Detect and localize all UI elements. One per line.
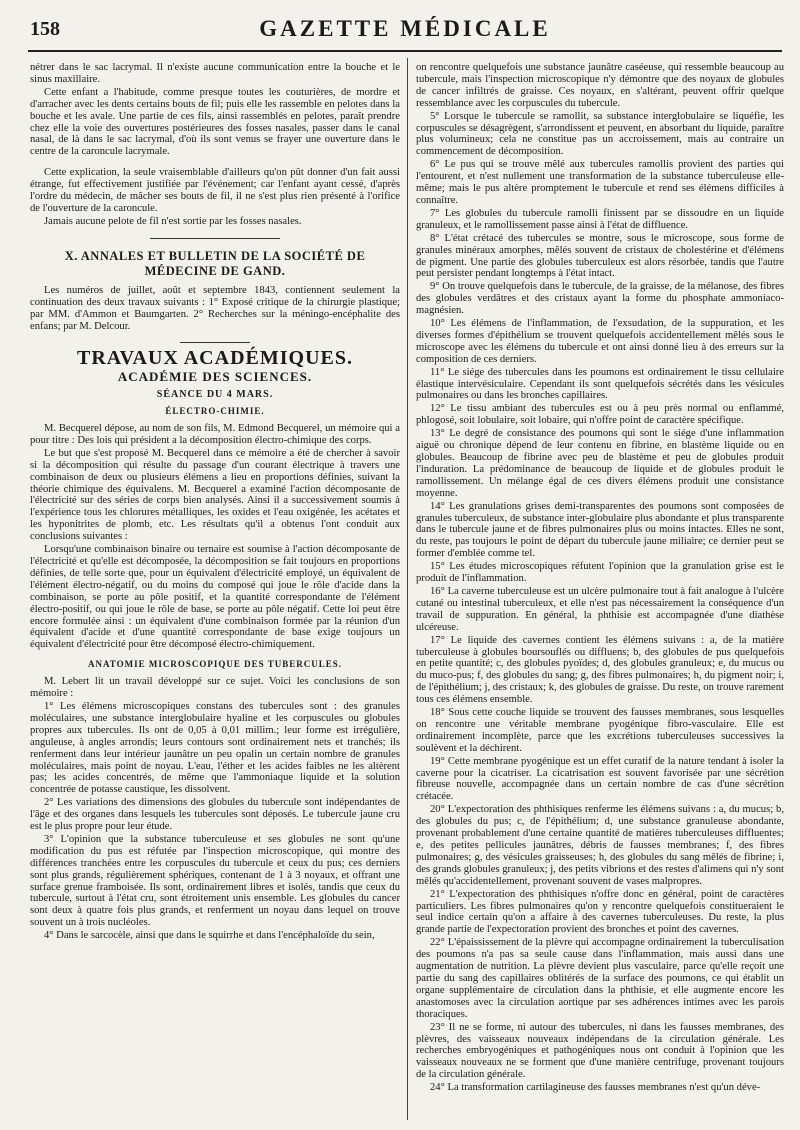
- journal-title: GAZETTE MÉDICALE: [259, 16, 551, 41]
- left-column: [30, 62, 400, 1120]
- paragraph: Cette explication, la seule vraisemblable d'ailleurs qu'on pût donner d'un fait aussi étrange, fut effectivement justifiée par l'événement; car l'enfant ayant cessé, d'après l'ordre du médecin, de mâcher ses bouts de fil, il ne s'est plus rien présenté à l'orifice de l'ouverture de la caroncule.: [30, 167, 400, 214]
- paragraph: 3° L'opinion que la substance tuberculeuse et ses globules ne sont qu'une modification du pus est réfutée par l'inspection microscopique, qui montre des différences tranchées entre les corpuscules du tubercule et ceux du pus; ces derniers sont plus grands, régulièrement sphériques, contenant de 1 à 3 noyaux, et offrant une surface grenue framboisée. Ils sont, ordinairement libres et isolés, tandis que ceux du tubercule, surtout à l'état cru, sont étroitement unis ensemble. Les globules du cancer sont deux à quatre fois plus grands, et renferment un noyau dans lequel on trouve souvent un à trois nucléoles.: [30, 833, 400, 929]
- paragraph: 18° Sous cette couche liquide se trouvent des fausses membranes, sous lesquelles on rencontre une véritable membrane pyogénique fibro-vasculaire. Elle est ordinairement incomplète, parce que les excrétions tuberculeuses successives la soulèvent et la déchirent.: [416, 707, 784, 754]
- paragraph: nétrer dans le sac lacrymal. Il n'existe aucune communication entre la bouche et le sinus maxillaire.: [30, 62, 400, 85]
- paragraph: 23° Il ne se forme, ni autour des tubercules, ni dans les fausses membranes, des plèvres, des vaisseaux nouveaux indépendans de la circulation générale. Les recherches embryogéniques et pathogéniques nous ont conduit à l'opinion que les vaisseaux nouveaux ne se forment que d'une manière centrifuge, provenant toujours de la circulation générale.: [416, 1021, 784, 1081]
- paragraph: 19° Cette membrane pyogénique est un effet curatif de la nature tendant à isoler la caverne pour la cicatriser. La cicatrisation est souvent favorisée par une sécrétion fibreuse nouvelle, accompagnée dans un certain nombre de cas d'une sécrétion crétacée.: [416, 755, 784, 803]
- paragraph: 17° Le liquide des cavernes contient les élémens suivans : a, de la matière tuberculeuse à globules boursouflés ou diffluens; b, des globules de pus quelquefois en petite quantité; c, des globules pyoïdes; d, des globules granuleux; e, du mucus ou du muco-pus; f, des globules du sang; g, des fibres pulmonaires; h, du pigment noir; i, de l'épithélium; j, des cristaux; k, des globules de graisse. Du reste, on trouve rarement tous ces élémens ensemble.: [416, 634, 784, 706]
- electro-heading: ÉLECTRO-CHIMIE.: [165, 406, 265, 417]
- section-rule: [150, 238, 280, 239]
- paragraph: Les numéros de juillet, août et septembre 1843, contiennent seulement la continuation des deux travaux suivants : 1° Exposé critique de la chirurgie plastique; par MM. d'Ammon et Baumgarten. 2° Recherches sur la méningo-encéphalite des enfans; par M. Delcour.: [30, 284, 400, 332]
- section-rule: [180, 342, 250, 343]
- paragraph: Jamais aucune pelote de fil n'est sortie par les fosses nasales.: [44, 215, 302, 227]
- paragraph: 22° L'épaississement de la plèvre qui accompagne ordinairement la tuberculisation des poumons n'a pas sa seule cause dans l'inflammation, mais aussi dans une augmentation de nutrition. La plèvre devient plus vasculaire, parce qu'elle reçoit une partie du sang des capillaires oblitérés de la surface des poumons, ce qui établit un organe supplémentaire de circulation dans la phthisie, et elle augmente encore les anastomoses avec la circulation aortique par ses adhérences intimes avec les parois thoraciques.: [416, 937, 784, 1020]
- paragraph: 11° Le siége des tubercules dans les poumons est ordinairement le tissu cellulaire élastique intervésiculaire. Cependant ils sont quelquefois sécrétés dans les vésicules pulmonaires ou dans les bronches capillaires.: [416, 366, 784, 402]
- paragraph: 20° L'expectoration des phthisiques renferme les élémens suivans : a, du mucus; b, des globules du pus; c, de l'épithélium; d, une substance granuleuse abondante, provenant probablement d'une certaine quantité de matières tuberculeuses diffluentes; e, des petites pellicules jaunâtres, débris de fausses membranes; f, des fibres pulmonaires; g, des vésicules graisseuses; h, des globules du sang mêlés de fibrine; i, des grands globules granuleux; j, des petits vibrions et des restes d'alimens qui n'y sont mêlés qu'accidentellement, provenant souvent de vases malpropres.: [416, 804, 784, 887]
- travaux-heading: TRAVAUX ACADÉMIQUES.: [77, 347, 353, 370]
- paragraph: Lorsqu'une combinaison binaire ou ternaire est soumise à l'action décomposante de l'électricité et qu'elle est décomposée, la décomposition se fait toujours en proportions définies, de telle sorte que, pour un équivalent d'électricité employé, un équivalent de l'élément électro-négatif, ou du moins du composé qui joue le rôle d'acide dans la combinaison, se porte au pôle positif, et la quantité correspondante de l'élément électro-positif, ou qui joue le rôle de base, se porte au pôle négatif. Cette loi peut être encore formulée ainsi : un équivalent d'une combinaison formée par la réunion d'un équivalent d'acide et d'une quantité correspondante de base exige toujours un équivalent d'électricité pour être décomposé électro-chimiquement.: [30, 544, 400, 651]
- paragraph: 14° Les granulations grises demi-transparentes des poumons sont composées de granules tuberculeux, de substance inter-globulaire plus abondante et plus transparente dans le tubercule jaune et de fibres pulmonaires plus ou moins intactes. Elles ne sont, du reste, pas toujours le point de départ du tubercule jaune miliaire; ce dernier peut se former d'emblée comme tel.: [416, 500, 784, 560]
- annales-heading: X. ANNALES ET BULLETIN DE LA SOCIÉTÉ DE MÉDECINE DE GAND.: [64, 248, 366, 278]
- paragraph: 12° Le tissu ambiant des tubercules est ou à peu près normal ou enflammé, phlogosé, soit lobulaire, soit lobaire, qui n'offre point de caractère spécifique.: [416, 403, 784, 427]
- seance-heading: SÉANCE DU 4 MARS.: [156, 389, 274, 401]
- paragraph: Cette enfant a l'habitude, comme presque toutes les couturières, de mordre et d'arracher avec les dents certains bouts de fil; puis elle les rassemble en pelotes dans la bouche et les avale. Une partie de ces fils, ainsi rassemblés en pelotes, paraît prendre chez elle la voie des ouvertures postérieures des fosses nasales, passer dans le canal nasal, de là dans le sac lacrymal, d'où ils sont venus se frayer une ouverture dans le centre de la caroncule lacrymale.: [30, 86, 400, 158]
- paragraph: 24° La transformation cartilagineuse des fausses membranes n'est qu'un déve-: [430, 1082, 761, 1094]
- paragraph: 1° Les élémens microscopiques constans des tubercules sont : des granules moléculaires, une substance interglobulaire hyaline et les corpuscules ou globules propres aux tubercules. Ils ont de 0,05 à 0,01 millim.; leur forme est irrégulière, anguleuse, à angles arrondis; leurs contours sont ordinairement nets et tranchés; ils renferment dans leur intérieur jaunâtre un peu opalin un certain nombre de granules moléculaires, mais point de noyau. L'eau, l'éther et les acides faibles ne les altèrent pas; les acides concentrés, de même que l'ammoniaque liquide et la solution concentrée de potasse caustique, les dissolvent.: [30, 700, 400, 796]
- paragraph: on rencontre quelquefois une substance jaunâtre caséeuse, qui ressemble beaucoup au tubercule, mais l'inspection microscopique n'y démontre que des noyaux de globules de cancer infiltrés de graisse. Ces noyaux, en s'altérant, peuvent offrir quelque ressemblance avec les corpuscules du tubercule.: [416, 62, 784, 109]
- paragraph: 13° Le degré de consistance des poumons qui sont le siége d'une inflammation aiguë ou chronique dépend de leur contenu en fibrine, en blastème liquide ou en globules. Beaucoup de fibrine avec peu de blastème et peu de globules produit l'induration. La prédominance de beaucoup de liquide et de globules produit le ramollissement. Un mélange égal de ces divers élémens produit une consistance moyenne.: [416, 428, 784, 499]
- paragraph: 15° Les études microscopiques réfutent l'opinion que la granulation grise est le produit de l'inflammation.: [416, 561, 784, 585]
- paragraph: M. Becquerel dépose, au nom de son fils, M. Edmond Becquerel, un mémoire qui a pour titre : Des lois qui président a la décomposition électro-chimique des corps.: [30, 423, 400, 446]
- column-divider: [407, 58, 408, 1120]
- paragraph: 8° L'état crétacé des tubercules se montre, sous le microscope, sous forme de granules minéraux amorphes, mêlés souvent de cristaux de cholestérine et d'élémens de pigment. Une partie des globules tuberculeux est alors résorbée, tandis que l'autre peut persister pendant longtemps à l'état intact.: [416, 232, 784, 280]
- paragraph: 9° On trouve quelquefois dans le tubercule, de la graisse, de la mélanose, des fibres des globules verdâtres et des cristaux ayant la forme du phosphate ammoniaco-magnésien.: [416, 281, 784, 317]
- paragraph: 2° Les variations des dimensions des globules du tubercule sont indépendantes de l'âge et des organes dans lesquels les tubercules sont déposés. Le tubercule jaune cru est le plus propre pour leur étude.: [30, 797, 400, 833]
- paragraph: M. Lebert lit un travail développé sur ce sujet. Voici les conclusions de son mémoire :: [30, 676, 400, 700]
- anatomie-heading: ANATOMIE MICROSCOPIQUE DES TUBERCULES.: [87, 659, 343, 670]
- right-column: [416, 62, 784, 1120]
- paragraph: 10° Les élémens de l'inflammation, de l'exsudation, de la suppuration, et les diverses formes d'épithélium se trouvent quelquefois accidentellement mêlés sous le microscope avec les élémens du tubercule et ont ainsi donné lieu à des erreurs sur la composition de ces derniers.: [416, 318, 784, 365]
- paragraph: 5° Lorsque le tubercule se ramollit, sa substance interglobulaire se liquéfie, les corpuscules se désagrègent, s'arrondissent et peuvent, en absorbant du liquide, paraître plus volumineux; cela ne constitue pas un accroissement, mais au contraire un commencement de décomposition.: [416, 110, 784, 158]
- paragraph: Le but que s'est proposé M. Becquerel dans ce mémoire a été de chercher à savoir si la décomposition qui résulte du passage d'un courant électrique à travers une combinaison de deux ou plusieurs élémens a lieu en proportions définies, suivant la théorie chimique des équivalens. M. Becquerel a examiné l'action décomposante de l'électricité sur des séries de corps bien analysés. Ainsi il a successivement soumis à l'expérience tous les chlorures métalliques, les oxides et l'eau oxigénée, les acétates et les hyponitrites de plomb, etc. Les résultats qu'il a obtenus l'ont conduit aux conclusions suivantes :: [30, 447, 400, 543]
- paragraph: 16° La caverne tuberculeuse est un ulcère pulmonaire tout à fait analogue à l'ulcère cutané ou intestinal tuberculeux, et elle n'est pas nécessairement la conséquence d'un travail de suppuration. En général, la phthisie est accompagnée d'une diathèse ulcéreuse.: [416, 585, 784, 633]
- academie-heading: ACADÉMIE DES SCIENCES.: [117, 369, 313, 385]
- paragraph: 21° L'expectoration des phthisiques n'offre donc en général, point de caractères particuliers. Les fibres pulmonaires qu'on y rencontre quelquefois constitueraient le seul indice certain qu'on a affaire à des cavernes tuberculeuses. Du reste, la plus grande partie de l'expectoration provient des bronches et point des cavernes.: [416, 888, 784, 936]
- page-header: [28, 14, 782, 52]
- paragraph: 7° Les globules du tubercule ramolli finissent par se dissoudre en un liquide granuleux, et le ramollissement passe ainsi à l'état de diffluence.: [416, 207, 784, 231]
- paragraph: 4° Dans le sarcocèle, ainsi que dans le squirrhe et dans l'encéphaloïde du sein,: [44, 930, 375, 942]
- paragraph: 6° Le pus qui se trouve mêlé aux tubercules ramollis provient des parties qui l'entourent, et n'est nullement une transformation de la substance tuberculeuse elle-même; mais le pus altère promptement le tubercule et rend ses élémens difficiles à connaître.: [416, 159, 784, 206]
- page-number: 158: [30, 18, 60, 40]
